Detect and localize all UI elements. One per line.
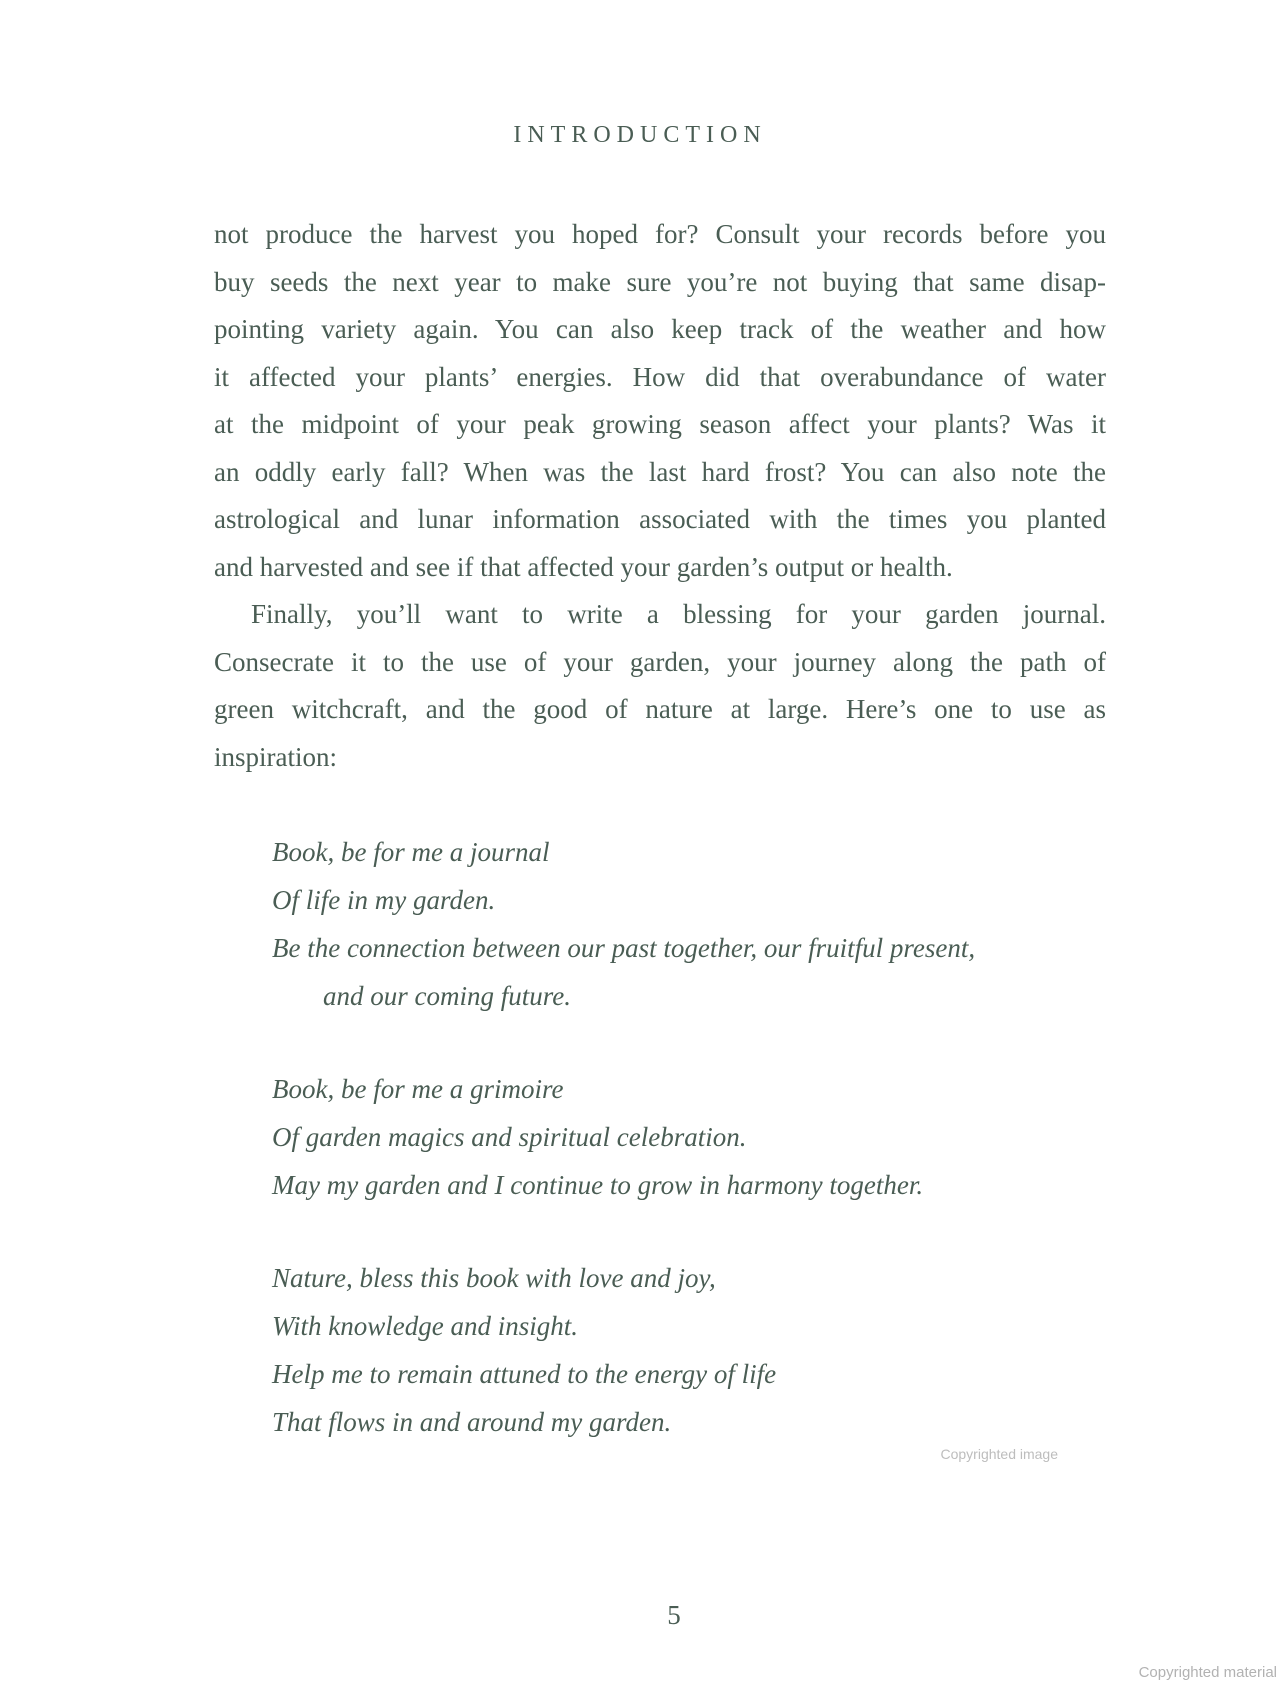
body-text-line: Finally, you’ll want to write a blessing for your garden journal. (251, 599, 1106, 629)
body-text-line: pointing variety again. You can also keep track of the weather and how (214, 314, 1106, 344)
poem-line: That flows in and around my garden. (272, 1407, 672, 1437)
poem-line: and our coming future. (323, 981, 571, 1011)
body-text-line: green witchcraft, and the good of nature at large. Here’s one to use as (214, 694, 1106, 724)
poem-line: Book, be for me a journal (272, 837, 550, 867)
copyrighted-image-watermark: Copyrighted image (940, 1446, 1058, 1462)
poem-line: Book, be for me a grimoire (272, 1074, 564, 1104)
copyrighted-material-watermark: Copyrighted material (1138, 1664, 1277, 1681)
poem-line: Of garden magics and spiritual celebration. (272, 1122, 747, 1152)
body-text-line: not produce the harvest you hoped for? Consult your records before you (214, 219, 1106, 249)
body-text-line: and harvested and see if that affected your garden’s output or health. (214, 551, 953, 582)
body-text-line: it affected your plants’ energies. How did that overabundance of water (214, 361, 1106, 392)
body-text-line: buy seeds the next year to make sure you’re not buying that same disap- (214, 266, 1106, 297)
blessing-poem (272, 828, 1106, 1446)
body-text-line: an oddly early fall? When was the last hard frost? You can also note the (214, 456, 1106, 487)
poem-line: Be the connection between our past together, our fruitful present, (272, 933, 976, 963)
poem-line: Nature, bless this book with love and joy, (272, 1263, 716, 1293)
body-text-line: astrological and lunar information associated with the times you planted (214, 504, 1106, 534)
body-text (214, 211, 1106, 781)
body-text-line: Consecrate it to the use of your garden, your journey along the path of (214, 646, 1106, 677)
page-number: 5 (667, 1600, 681, 1630)
body-text-line: inspiration: (214, 741, 337, 772)
poem-line: With knowledge and insight. (272, 1311, 578, 1341)
chapter-title: INTRODUCTION (513, 122, 767, 148)
poem-line: May my garden and I continue to grow in harmony together. (272, 1170, 924, 1200)
body-text-line: at the midpoint of your peak growing season affect your plants? Was it (214, 409, 1106, 439)
poem-line: Help me to remain attuned to the energy of life (272, 1359, 777, 1389)
poem-line: Of life in my garden. (272, 885, 496, 915)
